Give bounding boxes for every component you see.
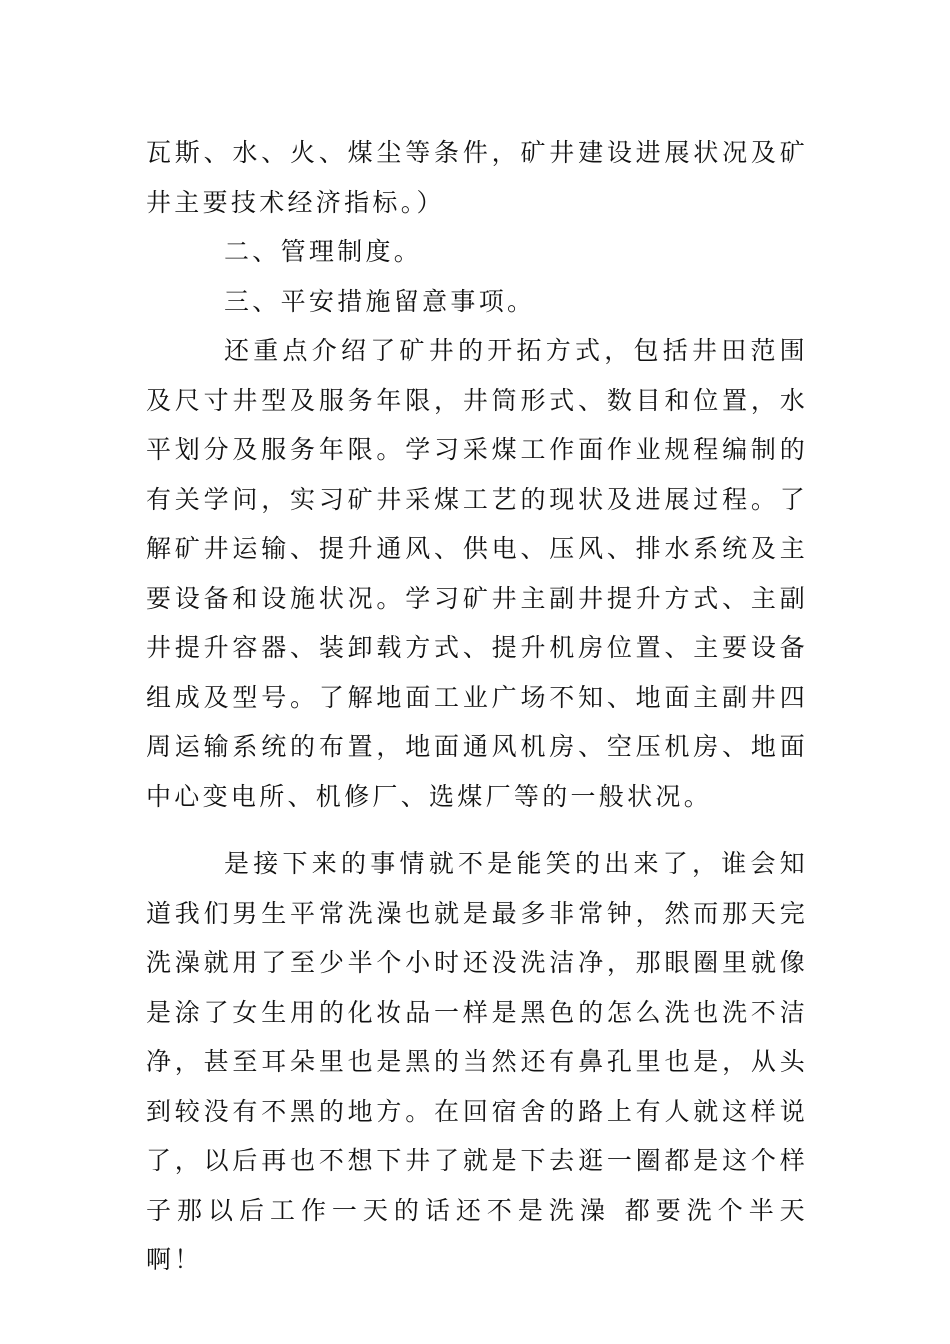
paragraph-continued: 瓦斯、水、火、煤尘等条件，矿井建设进展状况及矿井主要技术经济指标。） — [146, 138, 808, 217]
paragraph-management-system: 二、管理制度。 — [224, 237, 423, 266]
paragraph-washing-story: 是接下来的事情就不是能笑的出来了，谁会知道我们男生平常洗澡也就是最多非常钟，然而那天完洗澡就用了至少半个小时还没洗洁净，那眼圈里就像是涂了女生用的化妆品一样是黑色的怎么洗也洗不洁净，甚至耳朵里也是黑的当然还有鼻孔里也是，从头到较没有不黑的地方。在回宿舍的路上有人就这样说了，以后再也不想下井了就是下去逛一圈都是这个样子那以后工作一天的话还不是洗澡 都要洗个半天啊！ — [146, 849, 808, 1274]
document-page — [146, 128, 808, 1285]
paragraph-safety-measures: 三、平安措施留意事项。 — [224, 286, 536, 316]
paragraph-mine-development: 还重点介绍了矿井的开拓方式，包括井田范围及尺寸井型及服务年限，井筒形式、数目和位置，水平划分及服务年限。学习采煤工作面作业规程编制的有关学问，实习矿井采煤工艺的现状及进展过程。了解矿井运输、提升通风、供电、压风、排水系统及主要设备和设施状况。学习矿井主副井提升方式、主副井提升容器、装卸载方式、提升机房位置、主要设备组成及型号。了解地面工业广场不知、地面主副井四周运输系统的布置，地面通风机房、空压机房、地面中心变电所、机修厂、选煤厂等的一般状况。 — [146, 336, 808, 811]
